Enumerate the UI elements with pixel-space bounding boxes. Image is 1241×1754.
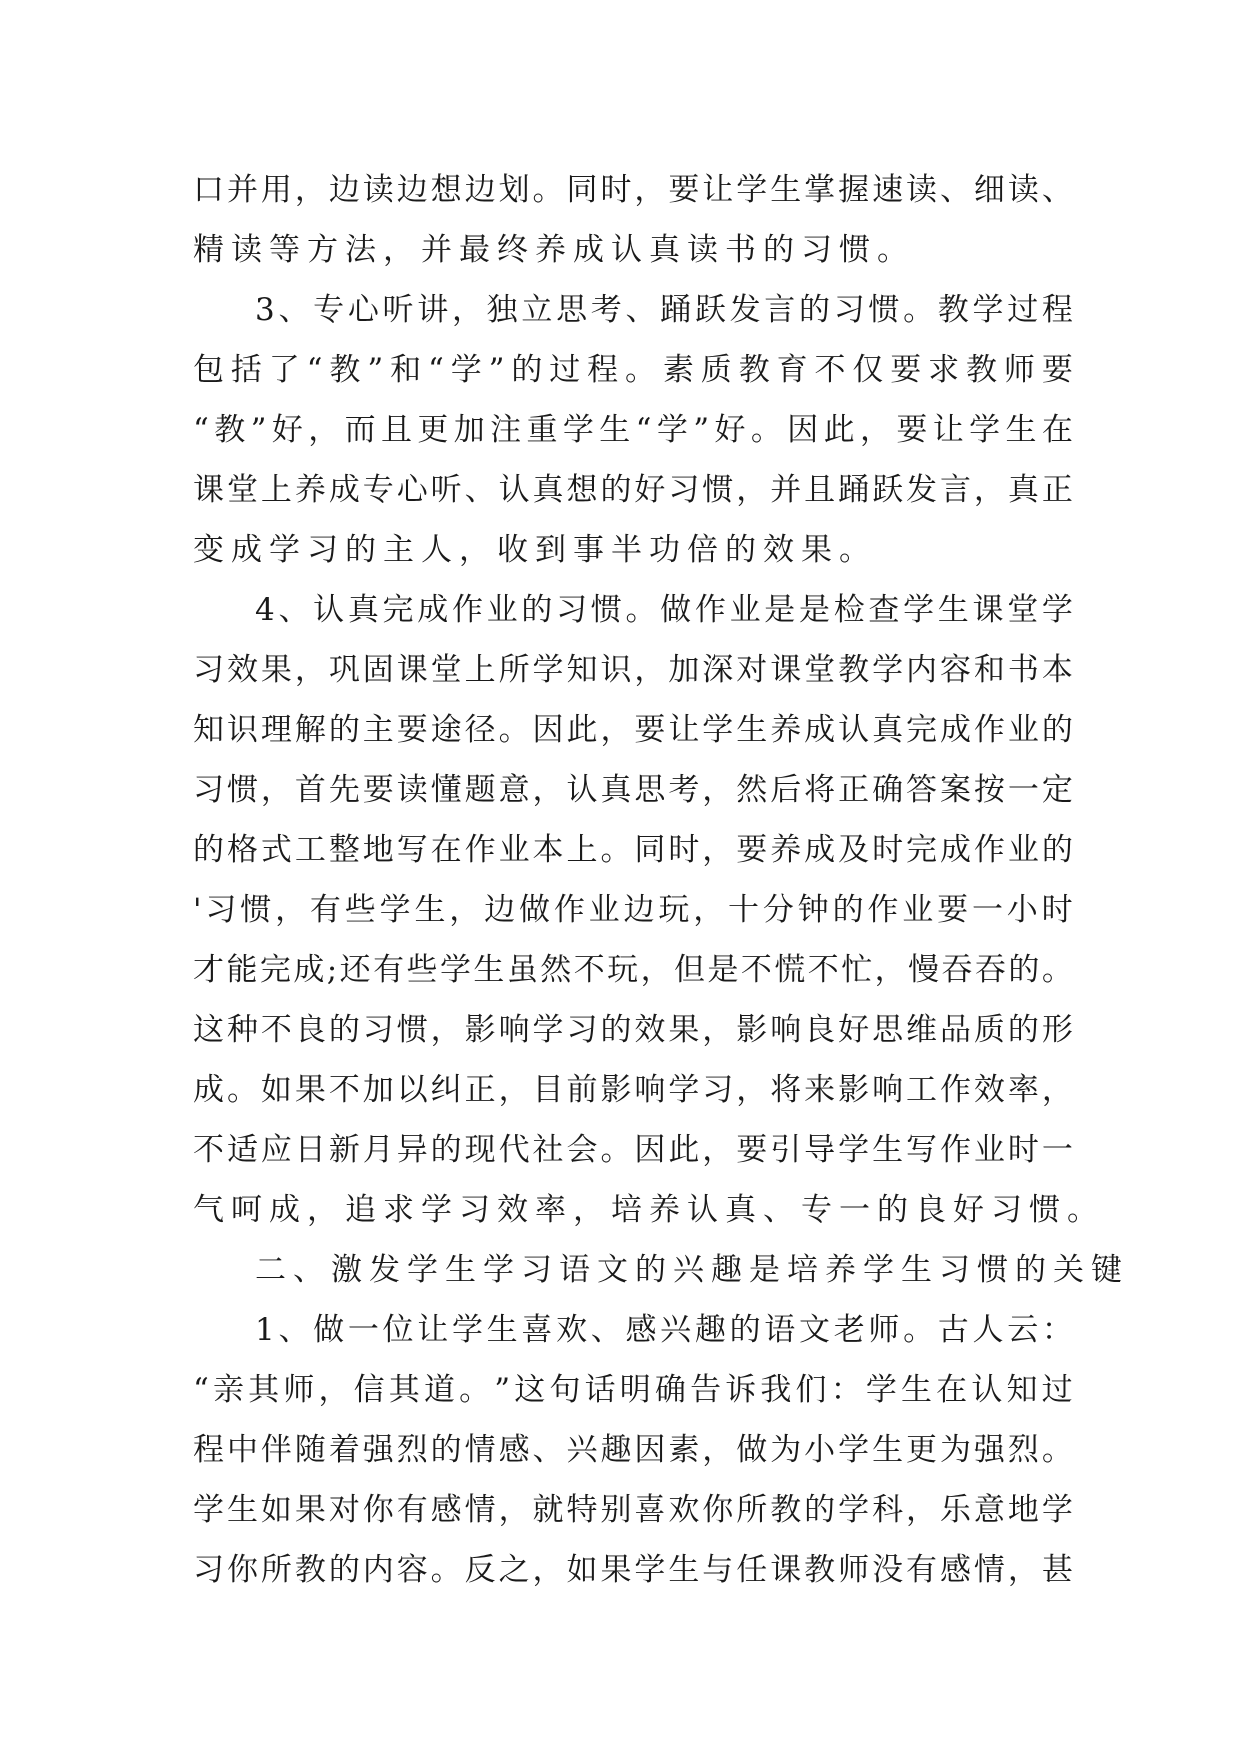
text-line: 1 、 做 一 位 让 学 生 喜 欢 、 感 兴 趣 的 语 文 老 师 。 古 人 云 ： [255, 1312, 1073, 1348]
text-line: 不 适 应 日 新 月 异 的 现 代 社 会 。 因 此 ， 要 引 导 学 生 写 作 业 时 一 [193, 1132, 1073, 1168]
text-line: 4 、 认 真 完 成 作 业 的 习 惯 。 做 作 业 是 是 检 查 学 生 课 堂 学 [255, 592, 1073, 628]
body-text [193, 160, 1129, 1600]
text-line: 口 并 用 ， 边 读 边 想 边 划 。 同 时 ， 要 让 学 生 掌 握 速 读 、 细 读 、 [193, 172, 1073, 208]
text-line: “ 亲 其 师 ， 信 其 道 。 ” 这 句 话 明 确 告 诉 我 们 ： 学 生 在 认 知 过 [193, 1372, 1073, 1408]
text-line: 3 、 专 心 听 讲 ， 独 立 思 考 、 踊 跃 发 言 的 习 惯 。 教 学 过 程 [255, 292, 1073, 328]
text-line: 的 格 式 工 整 地 写 在 作 业 本 上 。 同 时 ， 要 养 成 及 时 完 成 作 业 的 [193, 832, 1073, 868]
text-line: 包 括 了 “ 教 ” 和 “ 学 ” 的 过 程 。 素 质 教 育 不 仅 要 求 教 师 要 [193, 352, 1073, 388]
text-line: 习 你 所 教 的 内 容 。 反 之 ， 如 果 学 生 与 任 课 教 师 没 有 感 情 ， 甚 [193, 1552, 1073, 1588]
text-line: 气呵成，追求学习效率，培养认真、专一的良好习惯。 [193, 1192, 1105, 1228]
text-line: “ 教 ” 好 ， 而 且 更 加 注 重 学 生 “ 学 ” 好 。 因 此 ， 要 让 学 生 在 [193, 412, 1073, 448]
text-line: 习 惯 ， 首 先 要 读 懂 题 意 ， 认 真 思 考 ， 然 后 将 正 确 答 案 按 一 定 [193, 772, 1073, 808]
text-line: 程 中 伴 随 着 强 烈 的 情 感 、 兴 趣 因 素 ， 做 为 小 学 生 更 为 强 烈 。 [193, 1432, 1073, 1468]
text-line: 变成学习的主人，收到事半功倍的效果。 [193, 532, 877, 568]
text-line: 课 堂 上 养 成 专 心 听 、 认 真 想 的 好 习 惯 ， 并 且 踊 跃 发 言 ， 真 正 [193, 472, 1073, 508]
text-line: 学 生 如 果 对 你 有 感 情 ， 就 特 别 喜 欢 你 所 教 的 学 科 ， 乐 意 地 学 [193, 1492, 1073, 1528]
text-line: ' 习 惯 ， 有 些 学 生 ， 边 做 作 业 边 玩 ， 十 分 钟 的 作 业 要 一 小 时 [193, 892, 1073, 928]
text-line: 习 效 果 ， 巩 固 课 堂 上 所 学 知 识 ， 加 深 对 课 堂 教 学 内 容 和 书 本 [193, 652, 1073, 688]
text-line: 精读等方法，并最终养成认真读书的习惯。 [193, 232, 915, 268]
text-line: 知 识 理 解 的 主 要 途 径 。 因 此 ， 要 让 学 生 养 成 认 真 完 成 作 业 的 [193, 712, 1073, 748]
text-line: 才 能 完 成 ; 还 有 些 学 生 虽 然 不 玩 ， 但 是 不 慌 不 忙 ， 慢 吞 吞 的 。 [193, 952, 1073, 988]
text-line: 这 种 不 良 的 习 惯 ， 影 响 学 习 的 效 果 ， 影 响 良 好 思 维 品 质 的 形 [193, 1012, 1073, 1048]
text-line: 二、激发学生学习语文的兴趣是培养学生习惯的关键 [255, 1252, 1129, 1288]
text-line: 成 。 如 果 不 加 以 纠 正 ， 目 前 影 响 学 习 ， 将 来 影 响 工 作 效 率 ， [193, 1072, 1073, 1108]
